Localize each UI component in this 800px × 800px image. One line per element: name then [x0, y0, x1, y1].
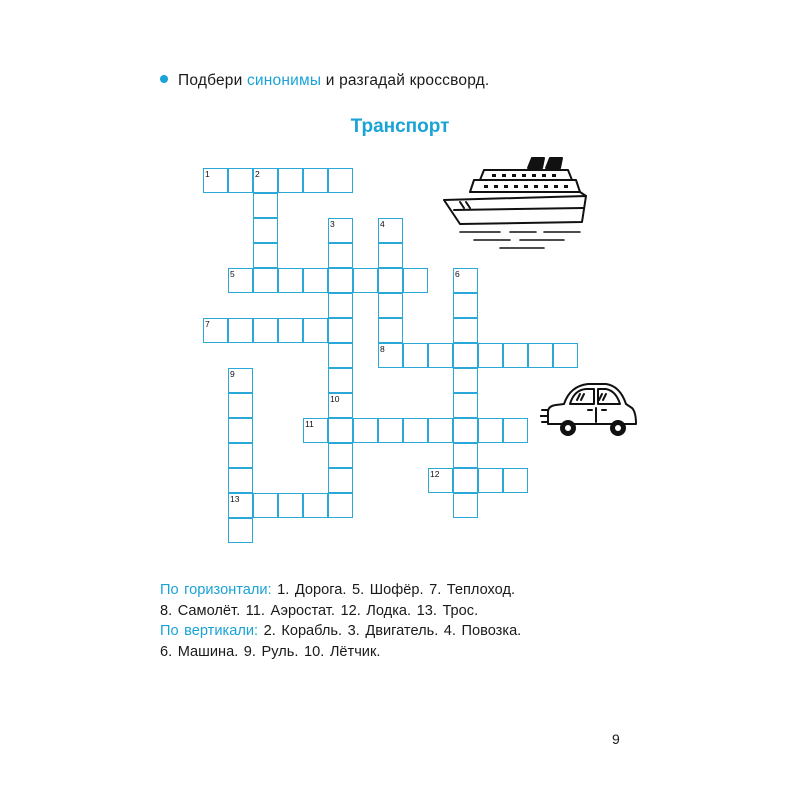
clue-number: 5	[230, 269, 235, 279]
down-clues-part-1: 2. Корабль. 3. Двигатель. 4. Повозка.	[258, 623, 522, 639]
clue-number: 9	[230, 369, 235, 379]
crossword-cell[interactable]	[453, 343, 478, 368]
crossword-cell[interactable]	[528, 343, 553, 368]
crossword-cell[interactable]	[403, 343, 428, 368]
crossword-cell[interactable]	[228, 518, 253, 543]
across-clues-line-1	[160, 580, 640, 601]
page-title: Транспорт	[350, 116, 450, 137]
instruction-highlight: синонимы	[246, 72, 322, 89]
crossword-cell[interactable]	[378, 243, 403, 268]
across-clues-line-2: 8. Самолёт. 11. Аэростат. 12. Лодка. 13. Трос.	[160, 602, 479, 619]
clues-block	[160, 580, 640, 662]
crossword-cell[interactable]	[228, 468, 253, 493]
crossword-cell[interactable]	[228, 318, 253, 343]
crossword-cell[interactable]	[328, 318, 353, 343]
clue-number: 3	[330, 219, 335, 229]
clue-number: 7	[205, 319, 210, 329]
crossword-cell[interactable]	[328, 293, 353, 318]
crossword-cell[interactable]	[303, 168, 328, 193]
instruction-text-after: и разгадай кроссворд.	[321, 72, 490, 89]
down-label: По вертикали:	[160, 623, 259, 639]
crossword-cell[interactable]	[428, 418, 453, 443]
across-label: По горизонтали:	[160, 582, 272, 598]
crossword-cell[interactable]	[378, 418, 403, 443]
crossword-cell[interactable]	[253, 243, 278, 268]
crossword-cell[interactable]	[253, 218, 278, 243]
crossword-cell[interactable]	[478, 418, 503, 443]
clue-number: 2	[255, 169, 260, 179]
crossword-cell[interactable]	[253, 493, 278, 518]
clue-number: 10	[330, 394, 340, 404]
crossword-cell[interactable]	[328, 343, 353, 368]
crossword-cell[interactable]	[328, 268, 353, 293]
crossword-cell[interactable]	[453, 418, 478, 443]
crossword-cell[interactable]	[328, 243, 353, 268]
page-number: 9	[612, 731, 620, 747]
crossword-cell[interactable]	[378, 293, 403, 318]
crossword-cell[interactable]	[328, 443, 353, 468]
crossword-cell[interactable]	[478, 468, 503, 493]
instruction-text-before: Подбери	[178, 72, 247, 89]
crossword-cell[interactable]	[453, 318, 478, 343]
crossword-cell[interactable]	[253, 268, 278, 293]
crossword-cell[interactable]	[303, 318, 328, 343]
crossword-cell[interactable]	[453, 493, 478, 518]
crossword-cell[interactable]	[403, 418, 428, 443]
clue-number: 11	[305, 419, 314, 429]
crossword-cell[interactable]	[253, 318, 278, 343]
crossword-cell[interactable]	[303, 268, 328, 293]
crossword-cell[interactable]	[328, 368, 353, 393]
crossword-cell[interactable]	[328, 418, 353, 443]
crossword-cell[interactable]	[328, 468, 353, 493]
crossword-cell[interactable]	[428, 343, 453, 368]
crossword-cell[interactable]	[353, 268, 378, 293]
crossword-cell[interactable]	[228, 418, 253, 443]
clue-number: 1	[205, 169, 210, 179]
crossword-cell[interactable]	[328, 168, 353, 193]
crossword-cell[interactable]	[503, 418, 528, 443]
crossword-cell[interactable]	[228, 168, 253, 193]
crossword-cell[interactable]	[453, 368, 478, 393]
clue-number: 6	[455, 269, 460, 279]
clue-number: 4	[380, 219, 385, 229]
crossword-cell[interactable]	[453, 443, 478, 468]
crossword-cell[interactable]	[303, 493, 328, 518]
crossword-cell[interactable]	[278, 493, 303, 518]
crossword-cell[interactable]	[553, 343, 578, 368]
crossword-cell[interactable]	[503, 468, 528, 493]
crossword-cell[interactable]	[403, 268, 428, 293]
clue-number: 12	[430, 469, 440, 479]
crossword-cell[interactable]	[228, 443, 253, 468]
car-icon	[540, 378, 640, 442]
crossword-cell[interactable]	[453, 393, 478, 418]
crossword-cell[interactable]	[378, 318, 403, 343]
crossword-cell[interactable]	[253, 193, 278, 218]
clue-number: 8	[380, 344, 385, 354]
crossword-cell[interactable]	[228, 393, 253, 418]
crossword-cell[interactable]	[278, 168, 303, 193]
crossword-cell[interactable]	[278, 318, 303, 343]
down-clues-line-1	[160, 621, 640, 642]
crossword-cell[interactable]	[453, 468, 478, 493]
ship-icon	[440, 150, 590, 260]
crossword-cell[interactable]	[353, 418, 378, 443]
crossword-cell[interactable]	[328, 493, 353, 518]
across-clues-part-1: 1. Дорога. 5. Шофёр. 7. Теплоход.	[271, 582, 516, 598]
clue-number: 13	[230, 494, 240, 504]
crossword-cell[interactable]	[503, 343, 528, 368]
crossword-cell[interactable]	[478, 343, 503, 368]
down-clues-line-2: 6. Машина. 9. Руль. 10. Лётчик.	[160, 643, 381, 660]
crossword-cell[interactable]	[378, 268, 403, 293]
crossword-cell[interactable]	[278, 268, 303, 293]
crossword-cell[interactable]	[453, 293, 478, 318]
